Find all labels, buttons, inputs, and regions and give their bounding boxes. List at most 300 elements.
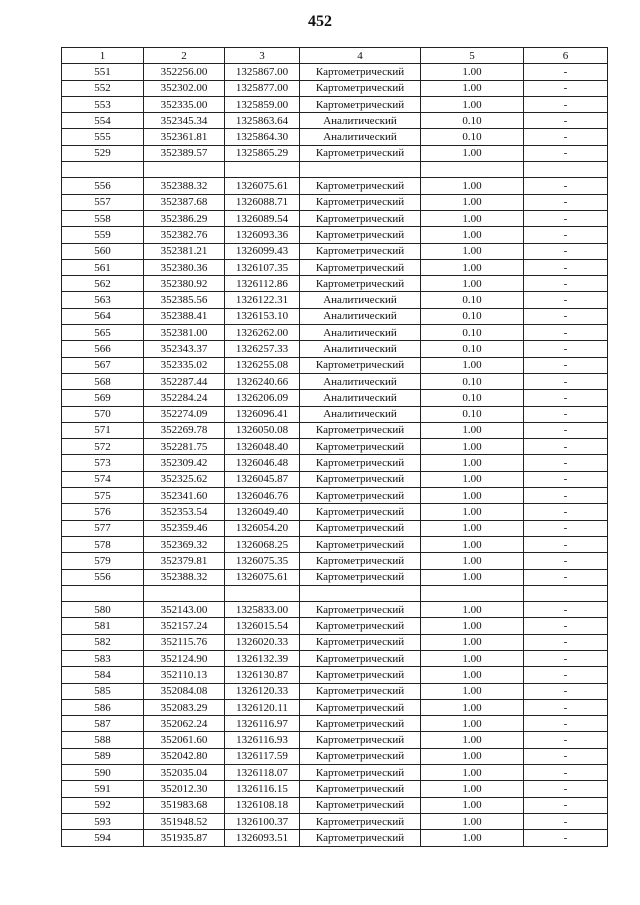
- table-cell: Картометрический: [300, 455, 421, 471]
- table-cell: -: [524, 227, 608, 243]
- table-cell: -: [524, 390, 608, 406]
- table-cell: [144, 585, 225, 601]
- table-cell: 352369.32: [144, 536, 225, 552]
- table-row: [62, 210, 608, 226]
- table-cell: -: [524, 129, 608, 145]
- table-cell: 575: [62, 488, 144, 504]
- table-cell: Аналитический: [300, 373, 421, 389]
- table-cell: [225, 585, 300, 601]
- table-row: [62, 243, 608, 259]
- table-cell: 1.00: [421, 536, 524, 552]
- table-cell: -: [524, 210, 608, 226]
- table-cell: 574: [62, 471, 144, 487]
- table-cell: Картометрический: [300, 243, 421, 259]
- table-cell: 352061.60: [144, 732, 225, 748]
- table-cell: 352387.68: [144, 194, 225, 210]
- table-cell: 1325859.00: [225, 96, 300, 112]
- table-cell: -: [524, 194, 608, 210]
- table-cell: 352343.37: [144, 341, 225, 357]
- table-cell: [62, 162, 144, 178]
- table-cell: 352256.00: [144, 64, 225, 80]
- table-row: [62, 113, 608, 129]
- table-cell: -: [524, 569, 608, 585]
- table-cell: 582: [62, 634, 144, 650]
- table-cell: -: [524, 699, 608, 715]
- table-cell: [62, 585, 144, 601]
- table-cell: 591: [62, 781, 144, 797]
- table-cell: 557: [62, 194, 144, 210]
- table-cell: 0.10: [421, 406, 524, 422]
- table-cell: 352381.00: [144, 325, 225, 341]
- table-cell: 352382.76: [144, 227, 225, 243]
- table-cell: 352062.24: [144, 716, 225, 732]
- header-row: [62, 48, 608, 64]
- table-row: [62, 765, 608, 781]
- table-cell: 1326153.10: [225, 308, 300, 324]
- table-row: [62, 96, 608, 112]
- table-row: [62, 292, 608, 308]
- table-cell: 1326093.51: [225, 830, 300, 846]
- table-cell: Картометрический: [300, 536, 421, 552]
- table-cell: 1.00: [421, 781, 524, 797]
- table-cell: 564: [62, 308, 144, 324]
- table-cell: Аналитический: [300, 406, 421, 422]
- table-cell: -: [524, 683, 608, 699]
- table-cell: Картометрический: [300, 80, 421, 96]
- table-cell: 1.00: [421, 455, 524, 471]
- table-cell: 352388.32: [144, 569, 225, 585]
- table-cell: [144, 162, 225, 178]
- table-cell: -: [524, 781, 608, 797]
- table-cell: 579: [62, 553, 144, 569]
- table-cell: 352359.46: [144, 520, 225, 536]
- table-cell: Картометрический: [300, 145, 421, 161]
- table-cell: 352084.08: [144, 683, 225, 699]
- table-cell: 576: [62, 504, 144, 520]
- table-cell: 1326255.08: [225, 357, 300, 373]
- table-cell: 1326075.61: [225, 569, 300, 585]
- table-cell: Картометрический: [300, 178, 421, 194]
- table-cell: 1326049.40: [225, 504, 300, 520]
- table-cell: Картометрический: [300, 553, 421, 569]
- table-cell: 572: [62, 439, 144, 455]
- table-cell: -: [524, 602, 608, 618]
- table-cell: 352341.60: [144, 488, 225, 504]
- table-cell: 560: [62, 243, 144, 259]
- table-cell: Картометрический: [300, 276, 421, 292]
- table-header: [62, 48, 608, 64]
- table-cell: 1.00: [421, 145, 524, 161]
- table-cell: 1326099.43: [225, 243, 300, 259]
- table-cell: 593: [62, 813, 144, 829]
- table-cell: 351948.52: [144, 813, 225, 829]
- table-cell: 1326045.87: [225, 471, 300, 487]
- table-cell: 352115.76: [144, 634, 225, 650]
- table-cell: [524, 585, 608, 601]
- table-cell: Аналитический: [300, 390, 421, 406]
- table-row: [62, 488, 608, 504]
- table-row: [62, 716, 608, 732]
- table-cell: 1.00: [421, 488, 524, 504]
- table-cell: 1.00: [421, 830, 524, 846]
- table-cell: 1325863.64: [225, 113, 300, 129]
- table-cell: 573: [62, 455, 144, 471]
- table-row: [62, 325, 608, 341]
- separator-row: [62, 585, 608, 601]
- table-cell: 1.00: [421, 80, 524, 96]
- table-cell: -: [524, 276, 608, 292]
- table-cell: -: [524, 830, 608, 846]
- table-cell: 352083.29: [144, 699, 225, 715]
- table-cell: Аналитический: [300, 341, 421, 357]
- table-cell: Картометрический: [300, 667, 421, 683]
- table-cell: -: [524, 732, 608, 748]
- table-cell: 352335.00: [144, 96, 225, 112]
- table-cell: 529: [62, 145, 144, 161]
- table-cell: 1.00: [421, 553, 524, 569]
- table-row: [62, 390, 608, 406]
- table-cell: 565: [62, 325, 144, 341]
- table-cell: Картометрический: [300, 830, 421, 846]
- table-cell: [300, 162, 421, 178]
- table-cell: 352287.44: [144, 373, 225, 389]
- table-row: [62, 406, 608, 422]
- table-cell: -: [524, 178, 608, 194]
- table-cell: 352379.81: [144, 553, 225, 569]
- table-cell: 569: [62, 390, 144, 406]
- table-cell: 1.00: [421, 650, 524, 666]
- table-cell: 352012.30: [144, 781, 225, 797]
- table-row: [62, 602, 608, 618]
- table-row: [62, 748, 608, 764]
- table-row: [62, 683, 608, 699]
- table-cell: 1326240.66: [225, 373, 300, 389]
- table-cell: 352380.92: [144, 276, 225, 292]
- table-cell: 1.00: [421, 765, 524, 781]
- table-row: [62, 536, 608, 552]
- table-cell: -: [524, 553, 608, 569]
- table-cell: -: [524, 96, 608, 112]
- table-cell: 1.00: [421, 210, 524, 226]
- table-cell: -: [524, 765, 608, 781]
- table-row: [62, 276, 608, 292]
- table-cell: -: [524, 259, 608, 275]
- table-cell: 352281.75: [144, 439, 225, 455]
- table-cell: 586: [62, 699, 144, 715]
- table-cell: 352361.81: [144, 129, 225, 145]
- table-cell: Картометрический: [300, 634, 421, 650]
- table-cell: 1.00: [421, 243, 524, 259]
- table-row: [62, 80, 608, 96]
- table-cell: -: [524, 813, 608, 829]
- table-cell: 587: [62, 716, 144, 732]
- table-cell: 0.10: [421, 390, 524, 406]
- table-cell: 558: [62, 210, 144, 226]
- table-cell: 352335.02: [144, 357, 225, 373]
- table-cell: -: [524, 243, 608, 259]
- table-row: [62, 259, 608, 275]
- table-cell: -: [524, 341, 608, 357]
- table-cell: -: [524, 113, 608, 129]
- table-cell: Картометрический: [300, 357, 421, 373]
- table-cell: -: [524, 667, 608, 683]
- table-cell: 556: [62, 178, 144, 194]
- table-cell: [225, 162, 300, 178]
- table-cell: 352388.41: [144, 308, 225, 324]
- table-cell: -: [524, 439, 608, 455]
- table-cell: 588: [62, 732, 144, 748]
- table-cell: -: [524, 504, 608, 520]
- table-cell: 577: [62, 520, 144, 536]
- column-header-1: 1: [62, 48, 144, 64]
- table-row: [62, 618, 608, 634]
- table-cell: 1326130.87: [225, 667, 300, 683]
- table-cell: 1326116.93: [225, 732, 300, 748]
- table-cell: 352302.00: [144, 80, 225, 96]
- table-cell: 1326068.25: [225, 536, 300, 552]
- table-cell: 1326048.40: [225, 439, 300, 455]
- table-cell: Картометрический: [300, 504, 421, 520]
- table-cell: 1.00: [421, 422, 524, 438]
- table-row: [62, 520, 608, 536]
- table-cell: 554: [62, 113, 144, 129]
- table-cell: Картометрический: [300, 569, 421, 585]
- table-cell: 1326100.37: [225, 813, 300, 829]
- table-cell: Картометрический: [300, 781, 421, 797]
- table-cell: 1326020.33: [225, 634, 300, 650]
- table-cell: 559: [62, 227, 144, 243]
- table-cell: 0.10: [421, 292, 524, 308]
- table-cell: 352388.32: [144, 178, 225, 194]
- table-cell: 1326120.11: [225, 699, 300, 715]
- table-cell: 592: [62, 797, 144, 813]
- table-cell: 566: [62, 341, 144, 357]
- table-cell: 1.00: [421, 683, 524, 699]
- table-cell: 1.00: [421, 813, 524, 829]
- table-cell: -: [524, 618, 608, 634]
- table-cell: Картометрический: [300, 813, 421, 829]
- table-cell: Картометрический: [300, 602, 421, 618]
- table-cell: 1325867.00: [225, 64, 300, 80]
- table-cell: 352042.80: [144, 748, 225, 764]
- table-cell: 352389.57: [144, 145, 225, 161]
- table-cell: 1.00: [421, 602, 524, 618]
- table-cell: 1.00: [421, 797, 524, 813]
- table-cell: 1.00: [421, 439, 524, 455]
- table-row: [62, 439, 608, 455]
- table-cell: 352110.13: [144, 667, 225, 683]
- separator-row: [62, 162, 608, 178]
- table-cell: 1326075.61: [225, 178, 300, 194]
- table-cell: 589: [62, 748, 144, 764]
- table-cell: 352325.62: [144, 471, 225, 487]
- table-cell: Картометрический: [300, 422, 421, 438]
- column-header-2: 2: [144, 48, 225, 64]
- table-cell: 562: [62, 276, 144, 292]
- table-cell: 351935.87: [144, 830, 225, 846]
- table-cell: [300, 585, 421, 601]
- table-cell: 352274.09: [144, 406, 225, 422]
- table-cell: Аналитический: [300, 325, 421, 341]
- column-header-5: 5: [421, 48, 524, 64]
- table-cell: 1.00: [421, 520, 524, 536]
- table-cell: Картометрический: [300, 194, 421, 210]
- column-header-6: 6: [524, 48, 608, 64]
- table-row: [62, 830, 608, 846]
- table-row: [62, 553, 608, 569]
- table-cell: 1326118.07: [225, 765, 300, 781]
- table-row: [62, 667, 608, 683]
- table-cell: -: [524, 471, 608, 487]
- table-cell: Картометрический: [300, 765, 421, 781]
- table-cell: 1326093.36: [225, 227, 300, 243]
- table-cell: -: [524, 536, 608, 552]
- table-cell: 590: [62, 765, 144, 781]
- table-cell: 1326075.35: [225, 553, 300, 569]
- table-row: [62, 64, 608, 80]
- table-cell: -: [524, 520, 608, 536]
- table-row: [62, 341, 608, 357]
- table-cell: Аналитический: [300, 129, 421, 145]
- table-cell: 0.10: [421, 113, 524, 129]
- table-cell: 352143.00: [144, 602, 225, 618]
- table-cell: 1326046.48: [225, 455, 300, 471]
- table-cell: Аналитический: [300, 292, 421, 308]
- table-cell: 352124.90: [144, 650, 225, 666]
- table-cell: 553: [62, 96, 144, 112]
- table-cell: 567: [62, 357, 144, 373]
- column-header-4: 4: [300, 48, 421, 64]
- table-cell: 0.10: [421, 308, 524, 324]
- table-cell: Картометрический: [300, 716, 421, 732]
- table-cell: Картометрический: [300, 488, 421, 504]
- table-cell: 1326089.54: [225, 210, 300, 226]
- table-cell: -: [524, 80, 608, 96]
- table-cell: 583: [62, 650, 144, 666]
- table-cell: 1.00: [421, 276, 524, 292]
- table-cell: 552: [62, 80, 144, 96]
- table-cell: 581: [62, 618, 144, 634]
- table-cell: Картометрический: [300, 797, 421, 813]
- table-cell: 1326050.08: [225, 422, 300, 438]
- table-cell: -: [524, 797, 608, 813]
- table-row: [62, 227, 608, 243]
- table-cell: 1.00: [421, 227, 524, 243]
- table-cell: 352035.04: [144, 765, 225, 781]
- table-row: [62, 145, 608, 161]
- table-cell: 578: [62, 536, 144, 552]
- table-cell: 1325864.30: [225, 129, 300, 145]
- table-cell: 1.00: [421, 178, 524, 194]
- table-cell: 1326046.76: [225, 488, 300, 504]
- table-cell: 551: [62, 64, 144, 80]
- table-cell: 1326117.59: [225, 748, 300, 764]
- table-cell: 1326257.33: [225, 341, 300, 357]
- page-number: 452: [308, 13, 332, 30]
- table-cell: Картометрический: [300, 259, 421, 275]
- table-cell: Картометрический: [300, 732, 421, 748]
- table-cell: -: [524, 292, 608, 308]
- table-cell: Картометрический: [300, 650, 421, 666]
- table-cell: Картометрический: [300, 227, 421, 243]
- table-cell: 1.00: [421, 699, 524, 715]
- table-cell: [421, 585, 524, 601]
- table-cell: 1.00: [421, 96, 524, 112]
- table-cell: Аналитический: [300, 308, 421, 324]
- table-cell: Картометрический: [300, 683, 421, 699]
- table-cell: -: [524, 488, 608, 504]
- table-cell: -: [524, 748, 608, 764]
- table-cell: -: [524, 145, 608, 161]
- table-cell: 352157.24: [144, 618, 225, 634]
- table-cell: 563: [62, 292, 144, 308]
- table-row: [62, 634, 608, 650]
- table-row: [62, 357, 608, 373]
- table-cell: 1.00: [421, 618, 524, 634]
- table-cell: Картометрический: [300, 748, 421, 764]
- table-cell: -: [524, 64, 608, 80]
- table-cell: 352309.42: [144, 455, 225, 471]
- table-cell: 1.00: [421, 504, 524, 520]
- table-cell: -: [524, 373, 608, 389]
- table-cell: 561: [62, 259, 144, 275]
- table-cell: Картометрический: [300, 210, 421, 226]
- table-cell: 1326107.35: [225, 259, 300, 275]
- table-cell: [421, 162, 524, 178]
- table-cell: 1326054.20: [225, 520, 300, 536]
- table-cell: 1.00: [421, 634, 524, 650]
- table-cell: Картометрический: [300, 520, 421, 536]
- table-cell: -: [524, 650, 608, 666]
- table-row: [62, 781, 608, 797]
- table-cell: 1.00: [421, 194, 524, 210]
- table-row: [62, 813, 608, 829]
- table-cell: 1326116.15: [225, 781, 300, 797]
- table-cell: 555: [62, 129, 144, 145]
- table-cell: Картометрический: [300, 96, 421, 112]
- table-cell: Картометрический: [300, 699, 421, 715]
- table-row: [62, 455, 608, 471]
- table-cell: [524, 162, 608, 178]
- table-cell: -: [524, 357, 608, 373]
- table-cell: 1.00: [421, 259, 524, 275]
- table-cell: 1326116.97: [225, 716, 300, 732]
- table-cell: 1.00: [421, 748, 524, 764]
- table-row: [62, 422, 608, 438]
- table-cell: 1.00: [421, 471, 524, 487]
- table-row: [62, 178, 608, 194]
- table-cell: 352385.56: [144, 292, 225, 308]
- table-row: [62, 373, 608, 389]
- table-cell: 352381.21: [144, 243, 225, 259]
- table-cell: 1326096.41: [225, 406, 300, 422]
- table-row: [62, 504, 608, 520]
- table-cell: 0.10: [421, 325, 524, 341]
- table-cell: 1326120.33: [225, 683, 300, 699]
- table-cell: 352380.36: [144, 259, 225, 275]
- table-cell: -: [524, 422, 608, 438]
- table-row: [62, 194, 608, 210]
- table-cell: 1.00: [421, 716, 524, 732]
- table-cell: 1325865.29: [225, 145, 300, 161]
- table-cell: 1326206.09: [225, 390, 300, 406]
- table-cell: 1325833.00: [225, 602, 300, 618]
- table-cell: 556: [62, 569, 144, 585]
- table-cell: 352284.24: [144, 390, 225, 406]
- table-cell: 1326088.71: [225, 194, 300, 210]
- table-cell: 0.10: [421, 129, 524, 145]
- table-cell: 351983.68: [144, 797, 225, 813]
